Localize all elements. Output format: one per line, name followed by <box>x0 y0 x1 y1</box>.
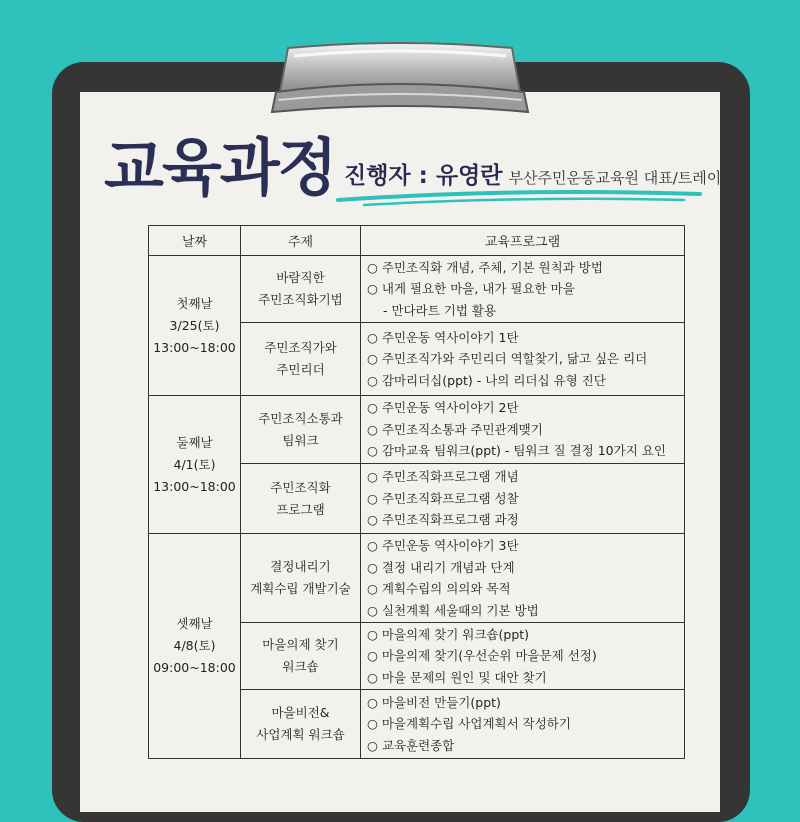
topic-cell <box>241 464 361 534</box>
program-item: ○ 주민운동 역사이야기 2탄 <box>367 400 519 416</box>
program-cell <box>361 623 685 690</box>
program-item: ○ 결정 내리기 개념과 단계 <box>367 559 515 575</box>
underline-swoosh <box>334 186 704 208</box>
topic-line: 주민조직화 <box>270 479 331 495</box>
program-item: ○ 주민조직소통과 주민관계맺기 <box>367 421 543 437</box>
day-cell <box>149 534 241 759</box>
program-item: ○ 주민조직화프로그램 과정 <box>367 512 519 528</box>
program-item: ○ 마을비전 만들기(ppt) <box>367 694 501 710</box>
day-time: 09:00~18:00 <box>153 660 236 675</box>
table-row <box>149 534 685 623</box>
program-item: ○ 마을의제 찾기 워크숍(ppt) <box>367 626 530 642</box>
topic-line: 바람직한 <box>276 270 325 285</box>
program-item: ○ 주민운동 역사이야기 1탄 <box>367 329 519 345</box>
program-item: ○ 감마교육 팀워크(ppt) - 팀워크 질 결정 10가지 요인 <box>367 443 666 459</box>
topic-cell <box>241 690 361 759</box>
header-date: 날짜 <box>149 226 241 256</box>
program-item: ○ 주민조직화프로그램 성찰 <box>367 490 519 506</box>
topic-cell <box>241 256 361 323</box>
day-date: 4/1(토) <box>173 456 216 472</box>
presenter-role: 부산주민운동교육원 대표/트레이너 <box>508 169 736 187</box>
program-item: ○ 주민조직가와 주민리더 역할찾기, 닮고 싶은 리더 <box>367 351 648 367</box>
topic-cell <box>241 534 361 623</box>
clip-icon <box>258 42 542 116</box>
topic-line: 워크숍 <box>282 659 319 674</box>
topic-line: 주민조직화기법 <box>258 292 343 307</box>
topic-cell <box>241 623 361 690</box>
schedule-table <box>148 225 685 759</box>
topic-line: 팀워크 <box>282 432 319 448</box>
topic-line: 주민조직가와 <box>264 340 337 355</box>
day-label: 첫째날 <box>176 295 213 311</box>
program-item: ○ 실천계획 세울때의 기본 방법 <box>367 602 539 618</box>
topic-line: 주민리더 <box>276 362 325 377</box>
page-title: 교육과정 <box>104 131 336 204</box>
header-topic: 주제 <box>241 226 361 256</box>
table-header-row <box>149 226 685 256</box>
program-item: ○ 마을계획수립 사업계획서 작성하기 <box>367 716 571 732</box>
program-cell <box>361 690 685 759</box>
program-item: ○ 주민운동 역사이야기 3탄 <box>367 538 519 553</box>
day-cell <box>149 256 241 396</box>
program-item: ○ 내게 필요한 마을, 내가 필요한 마을 <box>367 281 575 297</box>
day-date: 4/8(토) <box>173 638 216 653</box>
header-program: 교육프로그램 <box>361 226 685 256</box>
topic-line: 계획수립 개발기술 <box>250 581 351 596</box>
program-item: ○ 주민조직화 개념, 주체, 기본 원칙과 방법 <box>367 259 603 275</box>
program-item: ○ 감마리더십(ppt) - 나의 리더십 유형 진단 <box>367 372 606 388</box>
program-cell <box>361 534 685 623</box>
program-item: - 만다라트 기법 활용 <box>383 302 497 318</box>
program-item: ○ 마을 문제의 원인 및 대안 찾기 <box>367 669 547 685</box>
program-item: ○ 마을의제 찾기(우선순위 마을문제 선정) <box>367 648 597 664</box>
day-cell <box>149 396 241 534</box>
program-cell <box>361 396 685 464</box>
day-date: 3/25(토) <box>169 317 220 333</box>
program-item: ○ 주민조직화프로그램 개념 <box>367 469 519 485</box>
presenter-name: 진행자 : 유영란 <box>344 163 503 189</box>
program-item: ○ 교육훈련종합 <box>367 737 455 753</box>
topic-line: 마을의제 찾기 <box>262 637 339 652</box>
day-time: 13:00~18:00 <box>153 339 236 355</box>
topic-line: 사업계획 워크숍 <box>256 727 345 742</box>
table-row <box>149 396 685 464</box>
program-cell <box>361 323 685 396</box>
program-item: ○ 계획수립의 의의와 목적 <box>367 581 511 596</box>
topic-line: 프로그램 <box>276 501 325 517</box>
topic-cell <box>241 396 361 464</box>
topic-line: 결정내리기 <box>270 559 331 574</box>
program-cell <box>361 464 685 534</box>
topic-cell <box>241 323 361 396</box>
day-label: 셋째날 <box>176 616 213 631</box>
topic-line: 주민조직소통과 <box>258 410 343 426</box>
topic-line: 마을비전& <box>271 705 330 720</box>
day-label: 둘째날 <box>176 434 213 450</box>
program-cell <box>361 256 685 323</box>
table-row <box>149 256 685 323</box>
day-time: 13:00~18:00 <box>153 478 236 494</box>
